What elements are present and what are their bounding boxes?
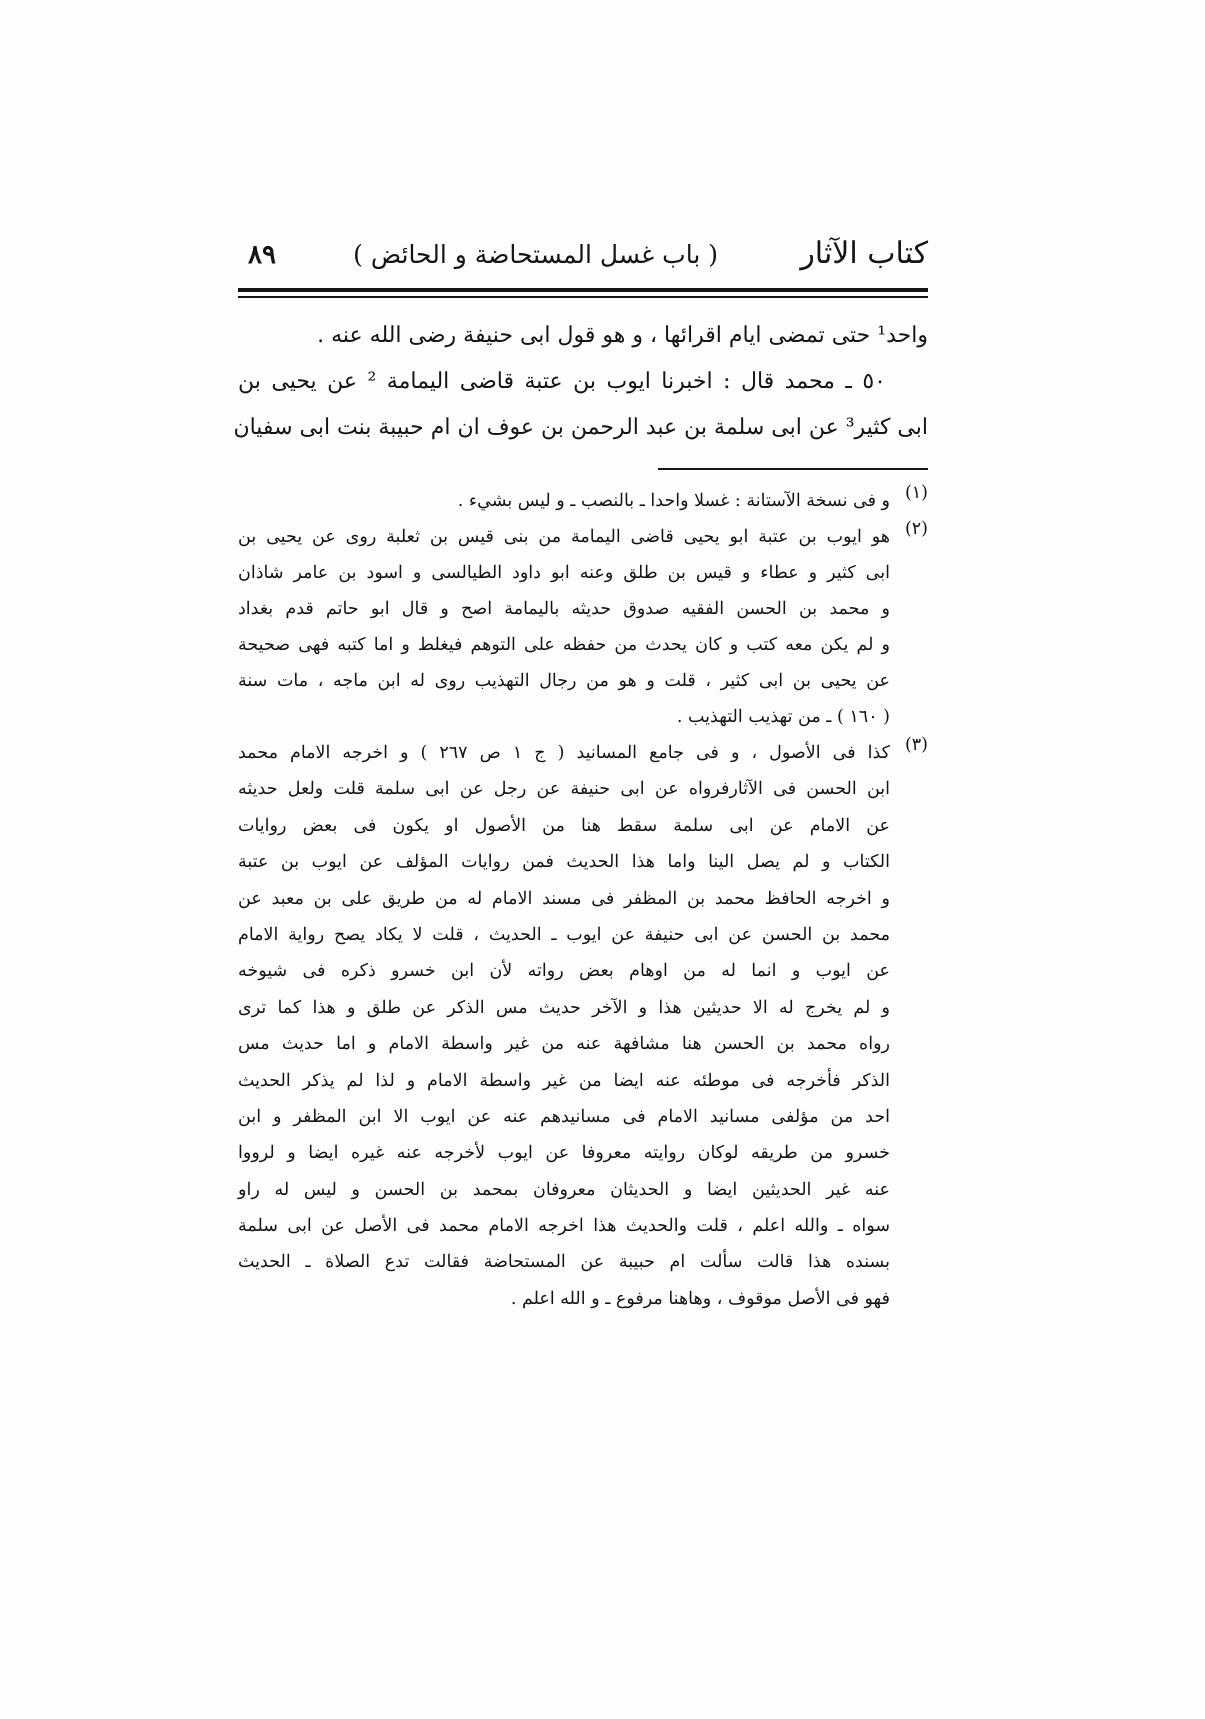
footnotes bbox=[238, 483, 928, 1317]
footnote-line: بسنده هذا قالت سألت ام حبيبة عن المستحاضة فقالت تدع الصلاة ـ الحديث bbox=[238, 1252, 890, 1273]
footnote-number: (١) bbox=[904, 483, 928, 503]
book-page bbox=[233, 0, 928, 1719]
footnote-line: هو ايوب بن عتبة ابو يحيى قاضى اليمامة من بنى قيس بن ثعلبة روى عن يحيى بن bbox=[238, 527, 890, 547]
footnote-3 bbox=[238, 735, 928, 1317]
header-rule-thick bbox=[238, 288, 928, 292]
book-title: كتاب الآثار bbox=[800, 236, 928, 271]
footnote-divider bbox=[658, 468, 928, 470]
footnote-line: ( ١٦٠ ) ـ من تهذيب التهذيب . bbox=[676, 707, 890, 727]
footnote-line: و اخرجه الحافظ محمد بن المظفر فى مسند الامام له من طريق على بن معبد عن bbox=[238, 888, 890, 909]
footnote-line: محمد بن الحسن عن ابى حنيفة عن ايوب ـ الحديث ، قلت لا يكاد يصح رواية الامام bbox=[238, 924, 890, 945]
footnote-number: (٣) bbox=[904, 735, 928, 755]
chapter-title: ( باب غسل المستحاضة و الحائض ) bbox=[353, 240, 718, 269]
footnote-line: و لم يكن معه كتب و كان يحدث من حفظه على التوهم فيغلط و اما كتبه فهى صحيحة bbox=[238, 635, 890, 655]
footnote-line: و محمد بن الحسن الفقيه صدوق حديثه باليمامة اصح و قال ابو حاتم قدم بغداد bbox=[238, 599, 890, 619]
footnote-number: (٢) bbox=[904, 519, 928, 539]
footnote-line: كذا فى الأصول ، و فى جامع المسانيد ( ج ١ ص ٢٦٧ ) و اخرجه الامام محمد bbox=[238, 743, 890, 763]
footnote-line: سواه ـ والله اعلم ، قلت والحديث هذا اخرجه الامام محمد فى الأصل عن ابى سلمة bbox=[238, 1216, 890, 1237]
footnote-line: ابى كثير و عطاء و قيس بن طلق وعنه ابو داود الطيالسى و اسود بن عامر شاذان bbox=[238, 563, 890, 583]
footnote-line: عنه غير الحديثين ايضا و الحديثان معروفان بمحمد بن الحسن و ليس له راو bbox=[238, 1179, 890, 1200]
footnote-line: و لم يخرج له الا حديثين هذا و الآخر حديث مس الذكر عن طلق و هذا كما ترى bbox=[238, 997, 890, 1018]
footnote-line: الكتاب و لم يصل الينا واما هذا الحديث فمن روايات المؤلف عن ايوب بن عتبة bbox=[238, 852, 890, 873]
footnote-line: ابن الحسن فى الآثارفرواه عن ابى حنيفة عن رجل عن ابى سلمة قلت ولعل حديثه bbox=[238, 779, 890, 800]
page-number: ٨٩ bbox=[248, 240, 276, 270]
footnote-line: الذكر فأخرجه فى موطئه عنه ايضا من غير واسطة الامام و لذا لم يذكر الحديث bbox=[238, 1070, 890, 1091]
footnote-2 bbox=[238, 519, 928, 735]
main-text bbox=[233, 313, 928, 451]
header-rule-thin bbox=[238, 296, 928, 298]
footnote-line: عن ايوب و انما له من اوهام بعض رواته لأن ابن خسرو ذكره فى شيوخه bbox=[238, 961, 890, 982]
footnote-line: رواه محمد بن الحسن هنا مشافهة عنه من غير واسطة الامام و اما حديث مس bbox=[238, 1034, 890, 1055]
page-header bbox=[238, 236, 928, 282]
main-text-line: واحد¹ حتى تمضى ايام اقرائها ، و هو قول ابى حنيفة رضى الله عنه . bbox=[317, 323, 928, 348]
footnote-line: عن يحيى بن ابى كثير ، قلت و هو من رجال التهذيب روى له ابن ماجه ، مات سنة bbox=[238, 671, 890, 691]
main-text-line: ابى كثير³ عن ابى سلمة بن عبد الرحمن بن عوف ان ام حبيبة بنت ابى سفيان bbox=[233, 415, 928, 440]
main-text-line: ٥٠ ـ محمد قال : اخبرنا ايوب بن عتبة قاضى اليمامة ² عن يحيى بن bbox=[238, 369, 886, 394]
footnote-line: و فى نسخة الآستانة : غسلا واحدا ـ بالنصب ـ و ليس بشيء . bbox=[457, 491, 890, 511]
footnote-line: عن الامام عن ابى سلمة سقط هنا من الأصول او يكون فى بعض روايات bbox=[238, 815, 890, 836]
footnote-1 bbox=[238, 483, 928, 519]
footnote-line: احد من مؤلفى مسانيد الامام فى مسانيدهم عنه عن ايوب الا ابن المظفر و ابن bbox=[238, 1106, 890, 1127]
footnote-line: فهو فى الأصل موقوف ، وهاهنا مرفوع ـ و الله اعلم . bbox=[510, 1288, 890, 1309]
footnote-line: خسرو من طريقه لوكان روايته معروفا عن ايوب لأخرجه عنه غيره ايضا و لرووا bbox=[238, 1143, 890, 1164]
